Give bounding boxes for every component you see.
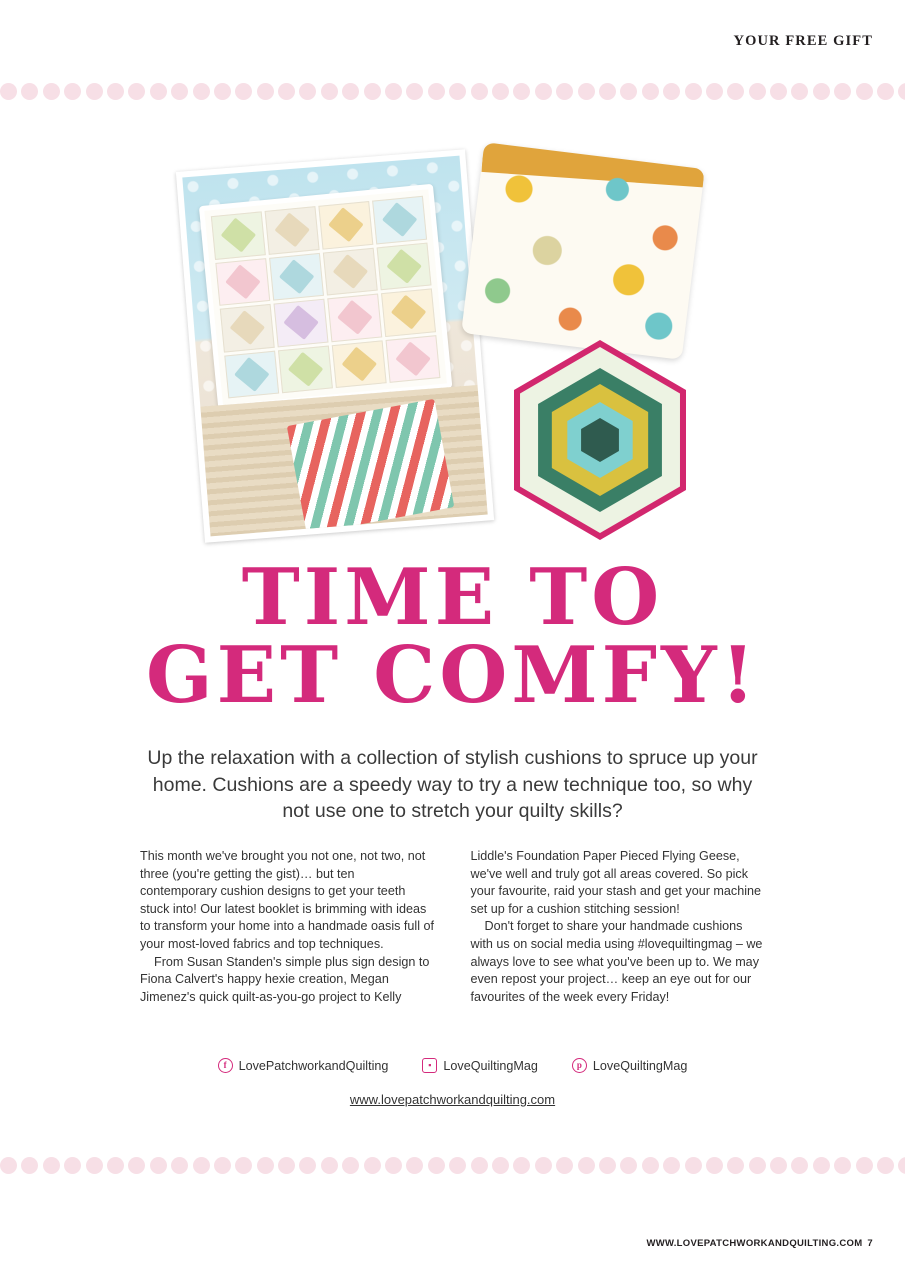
social-item-instagram[interactable] (422, 1058, 538, 1073)
decorative-dot (257, 1157, 274, 1174)
facebook-icon: f (218, 1058, 233, 1073)
headline-line-1: TIME TO (241, 552, 664, 643)
decorative-dot (235, 1157, 252, 1174)
decorative-dot (663, 1157, 680, 1174)
social-item-facebook[interactable] (218, 1058, 389, 1073)
decorative-dot (877, 83, 894, 100)
decorative-dot (791, 83, 808, 100)
decorative-dot (449, 1157, 466, 1174)
standfirst: Up the relaxation with a collection of stylish cushions to spruce up your home. Cushions are a speedy way to try a new technique too, so why not use one to stretch your quilty skills? (147, 747, 758, 822)
decorative-dot (428, 83, 445, 100)
social-links (0, 1058, 905, 1073)
decorative-dot (257, 83, 274, 100)
body-paragraph: Liddle's Foundation Paper Pieced Flying Geese, we've well and truly got all areas covered. So pick your favourite, raid your stash and get your machine set up for a cushion stitching session! (470, 849, 762, 916)
decorative-dot (43, 83, 60, 100)
decorative-dot (471, 1157, 488, 1174)
decorative-dot (150, 1157, 167, 1174)
decorative-dot (471, 83, 488, 100)
page-footer (646, 1238, 873, 1249)
decorative-dot (620, 1157, 637, 1174)
decorative-dot (834, 83, 851, 100)
decorative-dot (492, 83, 509, 100)
page-kicker: YOUR FREE GIFT (733, 33, 873, 49)
decorative-dot (578, 83, 595, 100)
decorative-dot (513, 83, 530, 100)
decorative-dot (214, 83, 231, 100)
decorative-dot (706, 1157, 723, 1174)
social-label: LoveQuiltingMag (592, 1058, 688, 1073)
decorative-dot (535, 83, 552, 100)
decorative-dot (642, 83, 659, 100)
decorative-dot (64, 1157, 81, 1174)
decorative-dot (342, 1157, 359, 1174)
decorative-dot (385, 83, 402, 100)
decorative-dot (535, 1157, 552, 1174)
decorative-dot (749, 83, 766, 100)
sampler-cushion (199, 184, 453, 411)
dot-rule-top (0, 78, 905, 104)
body-paragraph: From Susan Standen's simple plus sign design to Fiona Calvert's happy hexie creation, Megan Jimenez's quick quilt-as-you-go project to Kelly (140, 954, 430, 1004)
decorative-dot (620, 83, 637, 100)
decorative-dot (685, 83, 702, 100)
decorative-dot (877, 1157, 894, 1174)
decorative-dot (214, 1157, 231, 1174)
decorative-dot (834, 1157, 851, 1174)
decorative-dot (770, 83, 787, 100)
decorative-dot (0, 83, 17, 100)
photo-hexagon-cushion (500, 340, 700, 540)
pinterest-icon: p (572, 1058, 587, 1073)
decorative-dot (492, 1157, 509, 1174)
social-item-pinterest[interactable] (572, 1058, 688, 1073)
decorative-dot (342, 83, 359, 100)
decorative-dot (171, 1157, 188, 1174)
decorative-dot (898, 83, 905, 100)
decorative-dot (321, 83, 338, 100)
decorative-dot (0, 1157, 17, 1174)
decorative-dot (663, 83, 680, 100)
page-title (0, 552, 905, 721)
social-label: LoveQuiltingMag (443, 1058, 538, 1073)
decorative-dot (107, 1157, 124, 1174)
decorative-dot (578, 1157, 595, 1174)
decorative-dot (770, 1157, 787, 1174)
decorative-dot (193, 1157, 210, 1174)
decorative-dot (898, 1157, 905, 1174)
decorative-dot (299, 83, 316, 100)
decorative-dot (406, 1157, 423, 1174)
decorative-dot (86, 83, 103, 100)
body-paragraph: This month we've brought you not one, not two, not three (you're getting the gist)… but ten contemporary cushion designs to get your teeth stuck into! Our latest booklet is brimming with ideas to transform your home into a handmade oasis full of your most-loved fabrics and top techniques. (140, 849, 435, 951)
decorative-dot (599, 83, 616, 100)
decorative-dot (86, 1157, 103, 1174)
decorative-dot (856, 1157, 873, 1174)
dot-rule-bottom (0, 1152, 905, 1178)
decorative-dot (107, 83, 124, 100)
decorative-dot (406, 83, 423, 100)
photo-collage (170, 140, 730, 570)
decorative-dot (556, 1157, 573, 1174)
decorative-dot (599, 1157, 616, 1174)
decorative-dot (685, 1157, 702, 1174)
body-columns (140, 848, 765, 1006)
decorative-dot (193, 83, 210, 100)
decorative-dot (43, 1157, 60, 1174)
decorative-dot (278, 83, 295, 100)
decorative-dot (428, 1157, 445, 1174)
decorative-dot (21, 83, 38, 100)
decorative-dot (21, 1157, 38, 1174)
decorative-dot (813, 83, 830, 100)
page-number: 7 (867, 1238, 873, 1249)
decorative-dot (727, 83, 744, 100)
decorative-dot (449, 83, 466, 100)
decorative-dot (150, 83, 167, 100)
social-label: LovePatchworkandQuilting (238, 1058, 389, 1073)
decorative-dot (364, 83, 381, 100)
decorative-dot (856, 83, 873, 100)
decorative-dot (235, 83, 252, 100)
instagram-icon: ▪ (422, 1058, 437, 1073)
decorative-dot (171, 83, 188, 100)
decorative-dot (128, 1157, 145, 1174)
footer-url: WWW.LOVEPATCHWORKANDQUILTING.COM (646, 1238, 863, 1249)
decorative-dot (706, 83, 723, 100)
decorative-dot (642, 1157, 659, 1174)
decorative-dot (749, 1157, 766, 1174)
decorative-dot (727, 1157, 744, 1174)
website-link[interactable]: www.lovepatchworkandquilting.com (349, 1092, 556, 1107)
decorative-dot (364, 1157, 381, 1174)
decorative-dot (278, 1157, 295, 1174)
photo-sampler-cushion (176, 149, 494, 543)
decorative-dot (128, 83, 145, 100)
decorative-dot (64, 83, 81, 100)
body-column-right (471, 848, 766, 1006)
decorative-dot (321, 1157, 338, 1174)
headline-line-2: GET COMFY! (146, 629, 759, 721)
body-paragraph: Don't forget to share your handmade cushions with us on social media using #lovequiltingmag – we always love to see what you've been up to. We may even repost your project… keep an eye out for our favourites of the week every Friday! (470, 919, 763, 1004)
decorative-dot (791, 1157, 808, 1174)
photo-patterned-cushion (461, 142, 705, 360)
decorative-dot (556, 83, 573, 100)
body-column-left (140, 848, 435, 1006)
decorative-dot (385, 1157, 402, 1174)
decorative-dot (299, 1157, 316, 1174)
decorative-dot (513, 1157, 530, 1174)
decorative-dot (813, 1157, 830, 1174)
